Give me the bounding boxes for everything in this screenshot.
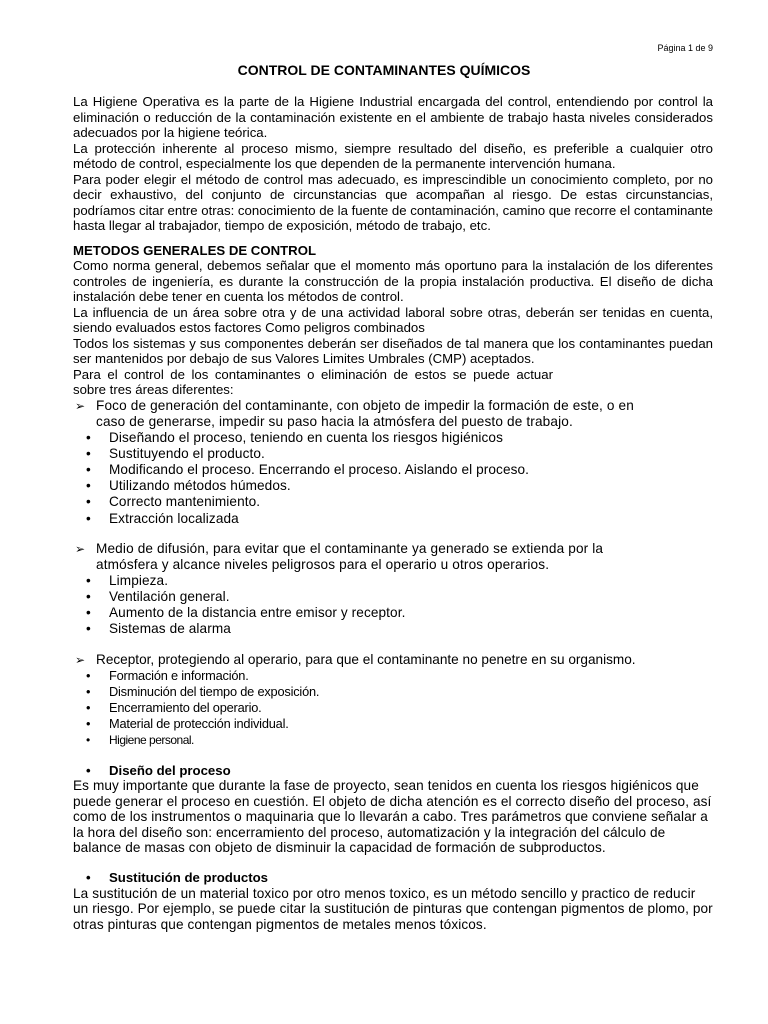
document-title: CONTROL DE CONTAMINANTES QUÍMICOS [237, 62, 531, 78]
section-paragraph: La influencia de un área sobre otra y de una actividad laboral sobre otras, deberán ser tenidas en cuenta, siendo evaluados estos factores Como peligros combinados [73, 304, 713, 335]
area-text: Medio de difusión, para evitar que el contaminante ya generado se extienda por la [96, 540, 604, 556]
bullet-icon: • [86, 733, 90, 748]
bullet-icon: • [86, 445, 91, 461]
list-item: • Sustituyendo el producto. [86, 445, 265, 461]
subsection-heading: • Sustitución de productos [86, 870, 268, 886]
area-text: Receptor, protegiendo al operario, para que el contaminante no penetre en su organismo. [96, 651, 636, 667]
list-item: • Encerramiento del operario. [86, 699, 262, 715]
list-item: • Aumento de la distancia entre emisor y receptor. [86, 605, 406, 621]
area-2-list [73, 573, 713, 638]
list-item: • Diseñando el proceso, teniendo en cuenta los riesgos higiénicos [86, 429, 503, 445]
bullet-icon: • [86, 429, 91, 445]
section-paragraph: Para el control de los contaminantes o eliminación de estos se puede actuar sobre tres áreas diferentes: [73, 366, 553, 397]
bullet-icon: • [86, 494, 91, 510]
bullet-icon: • [86, 870, 91, 886]
area-item-continuation: atmósfera y alcance niveles peligrosos para el operario u otros operarios. [96, 556, 550, 572]
list-item: • Material de protección individual. [86, 716, 289, 732]
list-item: • Sistemas de alarma [86, 621, 231, 637]
bullet-icon: • [86, 461, 91, 477]
area-item-continuation: caso de generarse, impedir su paso hacia la atmósfera del puesto de trabajo. [96, 413, 573, 429]
subsection-paragraph: Es muy importante que durante la fase de proyecto, sean tenidos en cuenta los riesgos higiénicos que puede generar el proceso en cuestión. El objeto de dicha atención es el correcto diseño del proceso, así como de los instrumentos o maquinaria que lo llevarán a cabo. Tres parámetros que conviene señalar a la hora del diseño son: encerramiento del proceso, automatización y la integración del cálculo de balance de masas con objeto de disminuir la capacidad de formación de subproductos. [73, 778, 712, 856]
bullet-icon: • [86, 588, 91, 604]
list-item: • Correcto mantenimiento. [86, 494, 261, 510]
area-3-list [73, 668, 713, 749]
intro-paragraph: La protección inherente al proceso mismo, siempre resultado del diseño, es preferible a cualquier otro método de control, especialmente los que dependen de la permanente intervención humana. [73, 140, 713, 171]
bullet-icon: • [86, 762, 91, 778]
subsection-paragraph: La sustitución de un material toxico por otro menos toxico, es un método sencillo y practico de reducir un riesgo. Por ejemplo, se puede citar la sustitución de pinturas que contengan pigmentos de plomo, por otras pinturas que contengan pigmentos de metales menos tóxicos. [73, 885, 713, 932]
intro-paragraph: Para poder elegir el método de control mas adecuado, es imprescindible un conocimiento completo, por no decir exhaustivo, del conjunto de circunstancias que acompañan al riesgo. De estas circunstancias, podríamos citar entre otras: conocimiento de la fuente de contaminación, camino que recorre el contaminante hasta llegar al trabajador, tiempo de exposición, método de trabajo, etc. [73, 171, 713, 233]
bullet-icon: • [86, 605, 91, 621]
bullet-icon: • [86, 716, 91, 732]
list-item: • Higiene personal. [86, 733, 194, 748]
document-body [73, 94, 713, 932]
list-item: • Formación e información. [86, 667, 249, 683]
list-item: • Ventilación general. [86, 588, 230, 604]
section-paragraph: Como norma general, debemos señalar que el momento más oportuno para la instalación de los diferentes controles de ingeniería, es durante la construcción de la propia instalación productiva. El diseño de dicha instalación debe tener en cuenta los métodos de control. [73, 258, 713, 304]
list-item: • Limpieza. [86, 572, 169, 588]
bullet-icon: • [86, 621, 91, 637]
arrow-bullet-icon: ➢ [75, 541, 86, 556]
bullet-icon: • [86, 667, 91, 683]
area-item [73, 398, 713, 414]
area-item [73, 652, 713, 668]
list-item: • Disminución del tiempo de exposición. [86, 683, 320, 699]
area-item [73, 541, 713, 557]
arrow-bullet-icon: ➢ [75, 652, 86, 667]
subsection-heading: • Diseño del proceso [86, 762, 231, 778]
area-1-list [73, 430, 713, 527]
page-number: Página 1 de 9 [657, 43, 713, 53]
section-heading: METODOS GENERALES DE CONTROL [73, 242, 317, 258]
bullet-icon: • [86, 699, 91, 715]
list-item: • Modificando el proceso. Encerrando el proceso. Aislando el proceso. [86, 461, 530, 477]
section-paragraph: Todos los sistemas y sus componentes deberán ser diseñados de tal manera que los contaminantes puedan ser mantenidos por debajo de sus Valores Limites Umbrales (CMP) aceptados. [73, 335, 713, 366]
bullet-icon: • [86, 572, 91, 588]
list-item: • Utilizando métodos húmedos. [86, 478, 291, 494]
bullet-icon: • [86, 683, 91, 699]
bullet-icon: • [86, 510, 91, 526]
list-item: • Extracción localizada [86, 510, 239, 526]
intro-paragraph: La Higiene Operativa es la parte de la Higiene Industrial encargada del control, entendiendo por control la eliminación o reducción de la contaminación existente en el ambiente de trabajo hasta niveles considerados adecuados por la higiene teórica. [73, 94, 713, 140]
area-text: Foco de generación del contaminante, con objeto de impedir la formación de este, o en [96, 397, 634, 413]
arrow-bullet-icon: ➢ [75, 398, 86, 413]
bullet-icon: • [86, 478, 91, 494]
